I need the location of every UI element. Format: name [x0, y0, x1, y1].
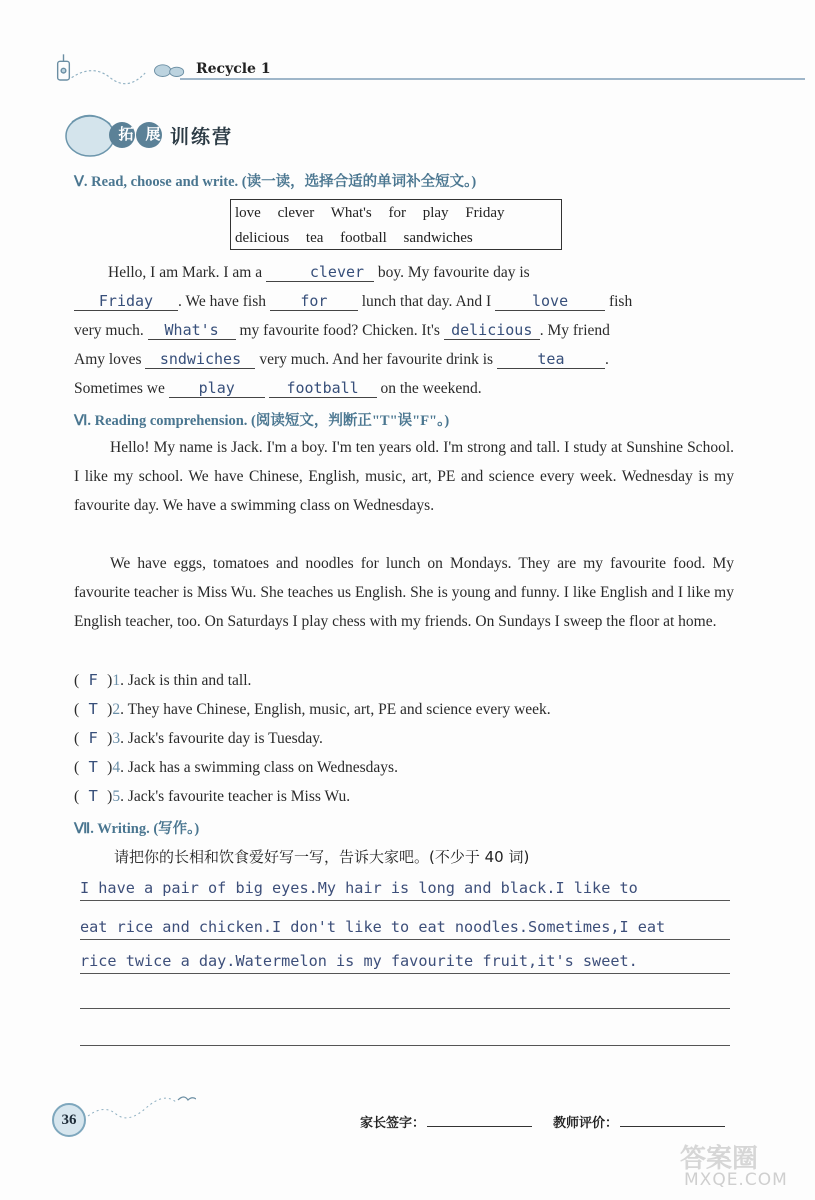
- question-item: ( F )3. Jack's favourite day is Tuesday.: [74, 724, 551, 753]
- cloze-line: Friday . We have fish for lunch that day. And I love fish: [74, 287, 734, 316]
- word-bank: [230, 199, 562, 250]
- reading-paragraph-1: Hello! My name is Jack. I'm a boy. I'm ten years old. I'm strong and tall. I study at Sunshine School. I like my school. We have Chinese, English, music, art, PE and science every week. Wednesday is my favourite day. We have a swimming class on Wednesdays.: [74, 439, 734, 514]
- word: for: [388, 205, 406, 221]
- teacher-evaluation-line[interactable]: [620, 1126, 725, 1127]
- banner-badge-2: 展: [145, 125, 161, 143]
- answer-blank[interactable]: Friday: [74, 292, 178, 311]
- cloze-passage: [74, 258, 734, 403]
- watermark-logo: 答案圈: [680, 1144, 759, 1174]
- answer-blank[interactable]: What's: [148, 321, 236, 340]
- cloze-line: very much. What's my favourite food? Chicken. It's delicious . My friend: [74, 321, 610, 339]
- tf-answer[interactable]: T: [88, 787, 98, 805]
- answer-blank[interactable]: love: [495, 292, 605, 311]
- answer-blank[interactable]: sndwiches: [145, 350, 255, 369]
- question-item: ( T )5. Jack's favourite teacher is Miss Wu.: [74, 782, 551, 811]
- word-bank-row-2: [235, 226, 557, 251]
- cloze-line: Sometimes we play football on the weekend.: [74, 379, 482, 397]
- watermark-url: MXQE.COM: [684, 1170, 788, 1190]
- parent-signature-line[interactable]: [427, 1126, 532, 1127]
- tf-answer[interactable]: T: [88, 700, 98, 718]
- word-bank-row-1: [235, 201, 557, 226]
- section-7-heading: Ⅶ. Writing. (写作。): [74, 821, 200, 837]
- tf-answer[interactable]: F: [88, 729, 98, 747]
- writing-line-empty[interactable]: [80, 1045, 730, 1046]
- writing-line[interactable]: rice twice a day.Watermelon is my favourite fruit,it's sweet.: [80, 951, 730, 974]
- banner-title: 训练营: [170, 126, 234, 148]
- answer-blank[interactable]: football: [269, 379, 377, 398]
- word: clever: [277, 205, 315, 221]
- question-item: ( T )2. They have Chinese, English, music, art, PE and science every week.: [74, 695, 551, 724]
- banner-graphic: [62, 112, 272, 158]
- word: Friday: [465, 205, 505, 221]
- header-title: Recycle 1: [196, 61, 271, 77]
- word: delicious: [235, 230, 290, 246]
- swirl-decoration: [72, 71, 145, 84]
- word: What's: [330, 205, 372, 221]
- teacher-evaluation: 教师评价：: [553, 1112, 725, 1131]
- parent-signature: 家长签字：: [360, 1112, 532, 1131]
- answer-blank[interactable]: delicious: [444, 321, 540, 340]
- footer-swirl-decoration: [86, 1092, 196, 1122]
- section-5-heading: Ⅴ. Read, choose and write. (读一读，选择合适的单词补全短文。): [74, 174, 477, 190]
- question-item: ( F )1. Jack is thin and tall.: [74, 666, 551, 695]
- word: tea: [305, 230, 324, 246]
- answer-blank[interactable]: play: [169, 379, 265, 398]
- bird-icon: [178, 1097, 196, 1100]
- header-decoration: [46, 46, 186, 86]
- word: sandwiches: [403, 230, 473, 246]
- reading-paragraph-2: We have eggs, tomatoes and noodles for lunch on Mondays. They are my favourite food. My favourite teacher is Miss Wu. She teaches us English. She is young and funny. I like English and I like my English teacher, too. On Saturdays I play chess with my friends. On Sundays I sweep the floor at home.: [74, 555, 734, 630]
- word: football: [340, 230, 387, 246]
- tf-answer[interactable]: T: [88, 758, 98, 776]
- lantern-icon: [58, 54, 70, 80]
- header-rule: [180, 78, 805, 80]
- butterfly-icon: [155, 65, 184, 77]
- question-item: ( T )4. Jack has a swimming class on Wednesdays.: [74, 753, 551, 782]
- cloze-line: Amy loves sndwiches very much. And her favourite drink is tea .: [74, 350, 609, 368]
- cloze-line: Hello, I am Mark. I am a clever boy. My favourite day is: [108, 263, 530, 281]
- question-list: [74, 666, 551, 811]
- page-number: 36: [52, 1103, 86, 1137]
- word: play: [422, 205, 449, 221]
- section-6-heading: Ⅵ. Reading comprehension. (阅读短文，判断正"T"误"F"。): [74, 413, 450, 429]
- answer-blank[interactable]: clever: [266, 263, 374, 282]
- answer-blank[interactable]: tea: [497, 350, 605, 369]
- answer-blank[interactable]: for: [270, 292, 358, 311]
- writing-prompt: 请把你的长相和饮食爱好写一写，告诉大家吧。(不少于 40 词): [114, 848, 530, 866]
- writing-line-empty[interactable]: [80, 1008, 730, 1009]
- tf-answer[interactable]: F: [88, 671, 98, 689]
- banner-badge-1: 拓: [118, 125, 134, 143]
- writing-line[interactable]: I have a pair of big eyes.My hair is long and black.I like to: [80, 878, 730, 901]
- word: love: [235, 205, 261, 221]
- writing-line[interactable]: eat rice and chicken.I don't like to eat noodles.Sometimes,I eat: [80, 917, 730, 940]
